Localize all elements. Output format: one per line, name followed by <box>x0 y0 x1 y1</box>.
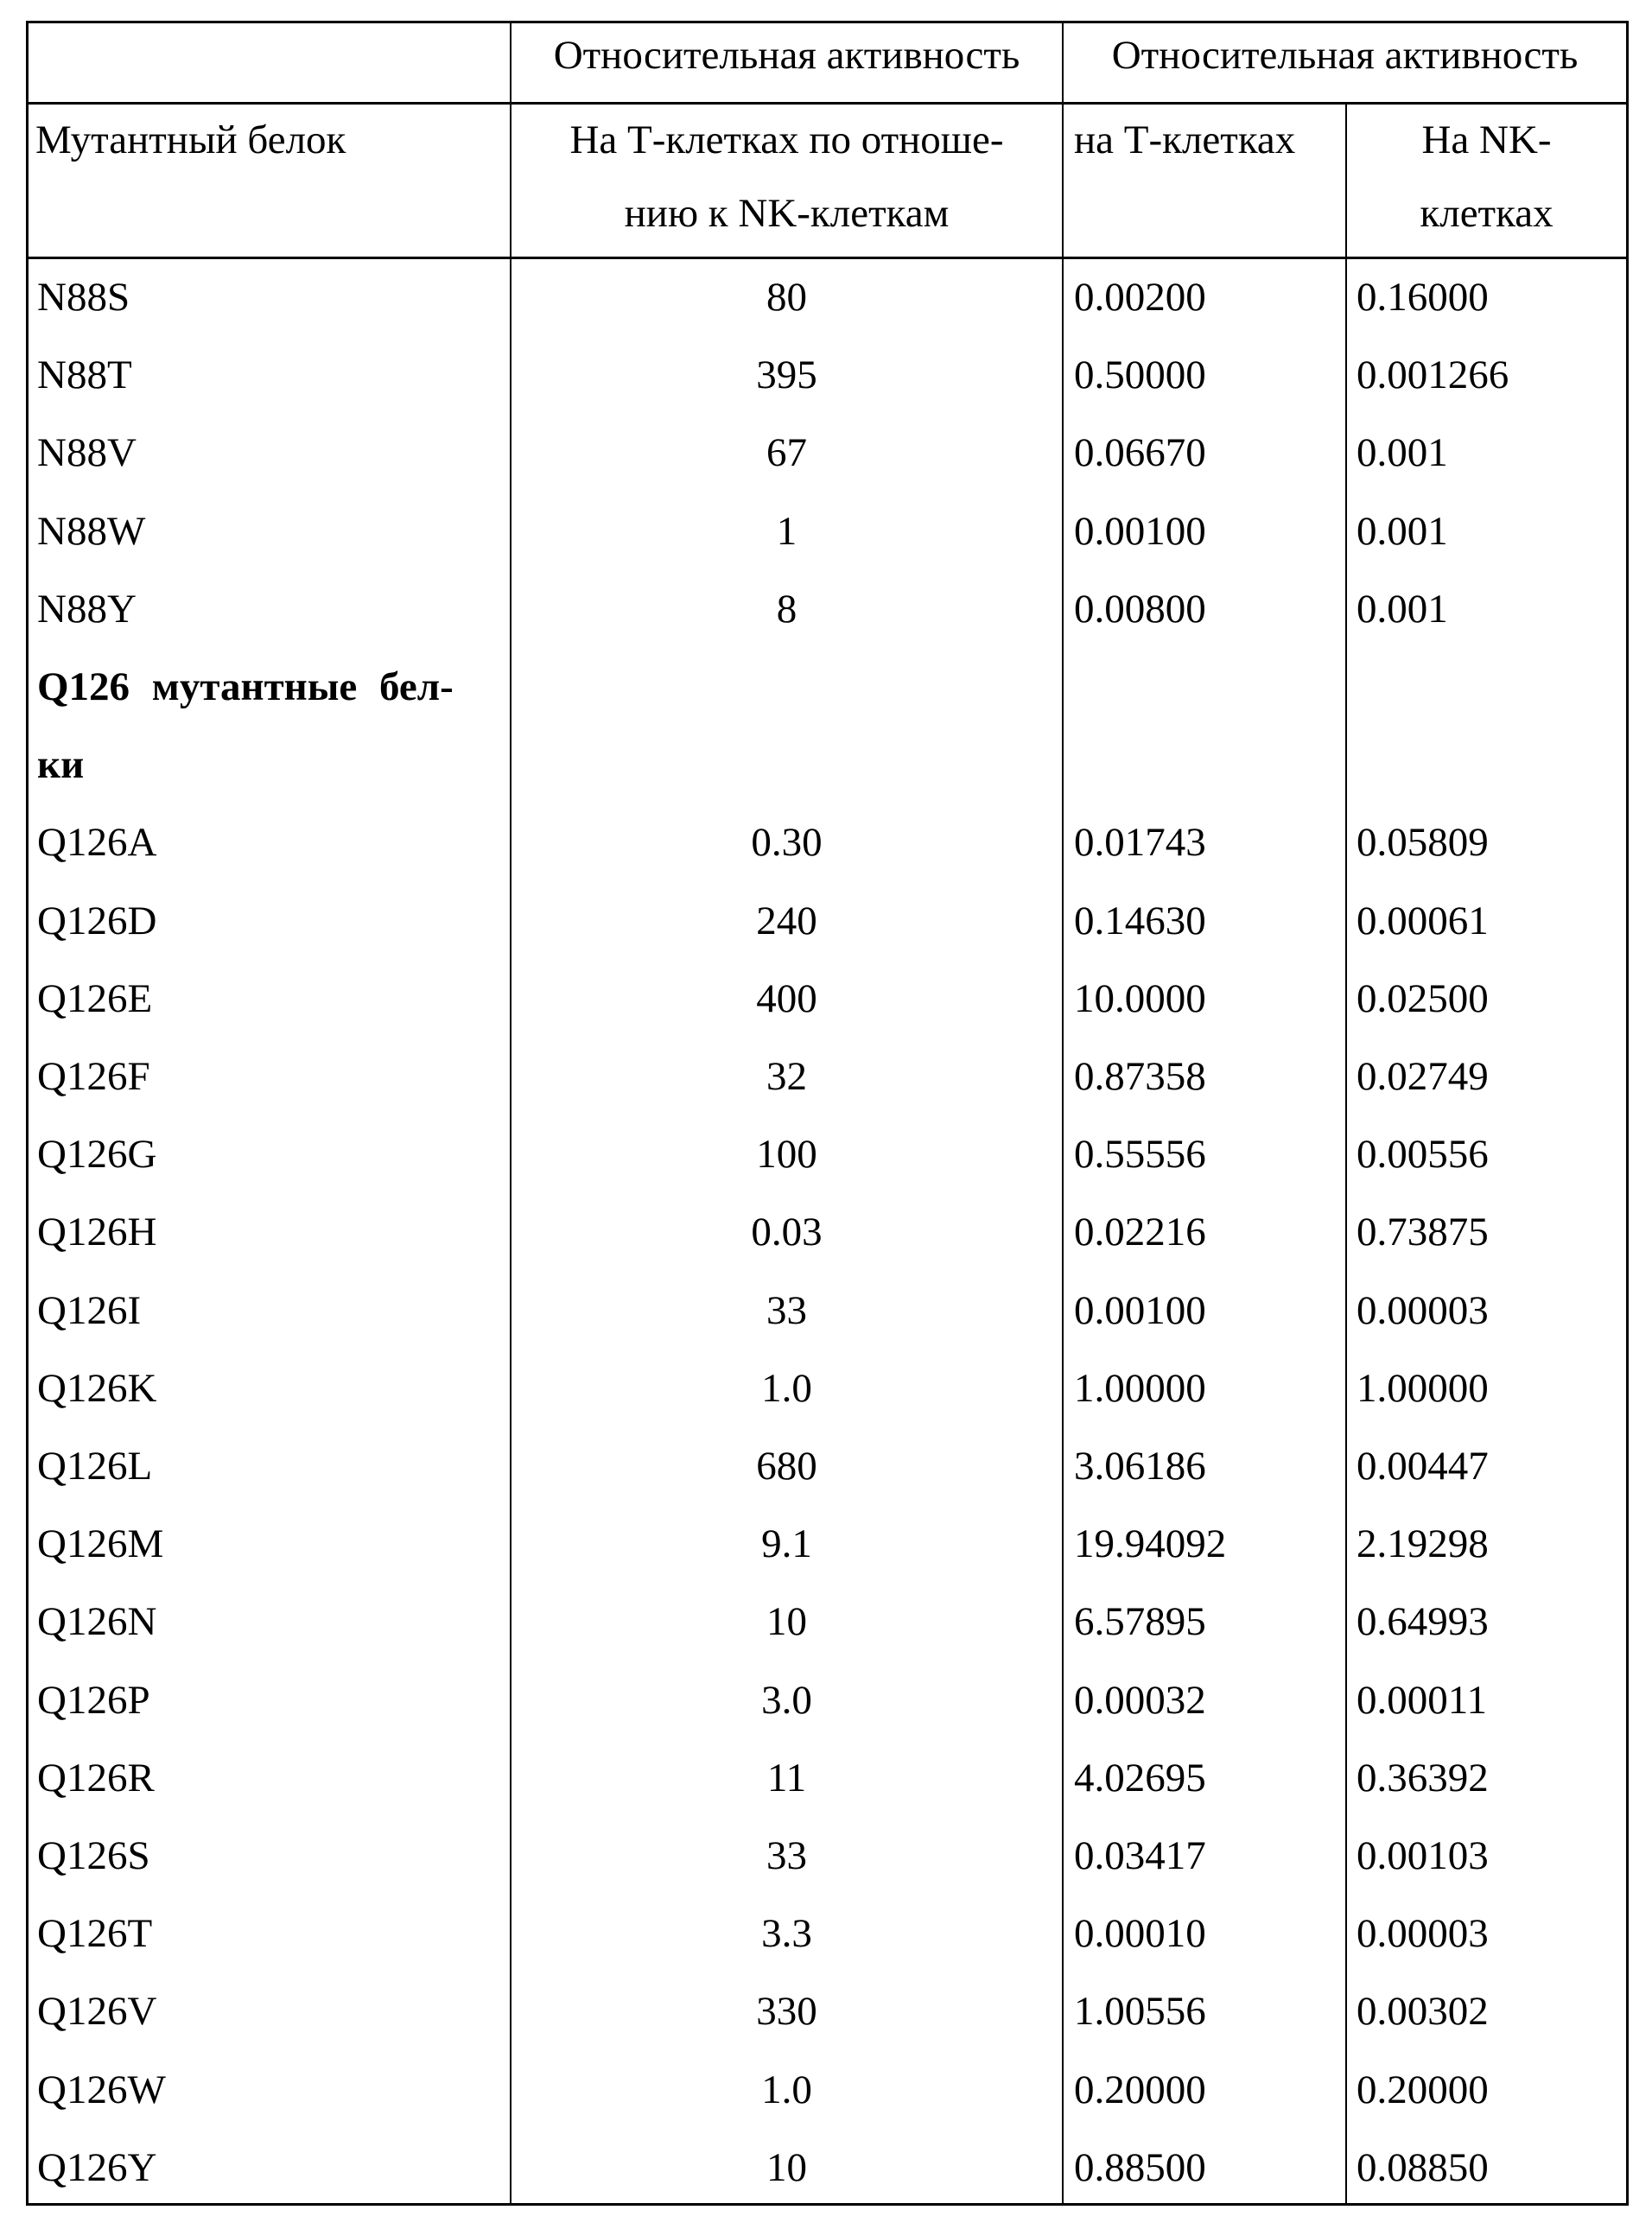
mutant-name: Q126P <box>37 1661 150 1739</box>
t-cell-activity: 0.50000 <box>1074 336 1206 414</box>
t-cell-activity: 0.00800 <box>1074 570 1206 648</box>
nk-cell-activity: 0.36392 <box>1357 1739 1489 1817</box>
mutant-name: Q126G <box>37 1115 156 1193</box>
t-cell-activity: 3.06186 <box>1074 1427 1206 1505</box>
mutant-name: N88Y <box>37 570 137 648</box>
nk-cell-activity: 0.001266 <box>1357 336 1509 414</box>
nk-cell-activity: 0.00302 <box>1357 1972 1489 2050</box>
header-ratio-line2: нию к NK-клеткам <box>511 175 1062 252</box>
nk-cell-activity: 0.00003 <box>1357 1895 1489 1972</box>
ratio-value: 8 <box>511 570 1062 648</box>
t-cell-activity: 0.00032 <box>1074 1661 1206 1739</box>
ratio-value: 10 <box>511 2129 1062 2207</box>
nk-cell-activity: 2.19298 <box>1357 1505 1489 1583</box>
t-cell-activity: 10.0000 <box>1074 960 1206 1038</box>
nk-cell-activity: 0.64993 <box>1357 1583 1489 1661</box>
header-mutant-protein: Мутантный белок <box>35 101 346 179</box>
t-cell-activity: 4.02695 <box>1074 1739 1206 1817</box>
ratio-value: 100 <box>511 1115 1062 1193</box>
mutant-name: Q126E <box>37 960 152 1038</box>
mutant-name: Q126I <box>37 1272 141 1349</box>
mutant-name: Q126W <box>37 2051 166 2129</box>
nk-cell-activity: 0.73875 <box>1357 1193 1489 1271</box>
mutant-name: Q126T <box>37 1895 152 1972</box>
t-cell-activity: 0.02216 <box>1074 1193 1206 1271</box>
ratio-value: 33 <box>511 1272 1062 1349</box>
mutant-name: Q126Y <box>37 2129 156 2207</box>
ratio-value: 400 <box>511 960 1062 1038</box>
ratio-value: 395 <box>511 336 1062 414</box>
ratio-value: 1.0 <box>511 1349 1062 1427</box>
nk-cell-activity: 0.001 <box>1357 414 1448 492</box>
nk-cell-activity: 0.00103 <box>1357 1817 1489 1895</box>
mutant-name: N88W <box>37 492 145 570</box>
mutant-name: N88V <box>37 414 137 492</box>
mutant-activity-table <box>26 21 1629 2206</box>
nk-cell-activity: 0.02749 <box>1357 1038 1489 1115</box>
ratio-value: 3.0 <box>511 1661 1062 1739</box>
t-cell-activity: 0.55556 <box>1074 1115 1206 1193</box>
nk-cell-activity: 0.16000 <box>1357 258 1489 336</box>
nk-cell-activity: 0.00447 <box>1357 1427 1489 1505</box>
ratio-value: 9.1 <box>511 1505 1062 1583</box>
mutant-name: Q126K <box>37 1349 156 1427</box>
nk-cell-activity: 0.00011 <box>1357 1661 1487 1739</box>
header-t-cells: на Т-клетках <box>1074 101 1295 179</box>
header-nk-line1: На NK- <box>1347 101 1626 179</box>
t-cell-activity: 0.00200 <box>1074 258 1206 336</box>
t-cell-activity: 0.00010 <box>1074 1895 1206 1972</box>
t-cell-activity: 0.14630 <box>1074 882 1206 960</box>
nk-cell-activity: 0.20000 <box>1357 2051 1489 2129</box>
nk-cell-activity: 0.00556 <box>1357 1115 1489 1193</box>
mutant-name: Q126R <box>37 1739 155 1817</box>
t-cell-activity: 0.20000 <box>1074 2051 1206 2129</box>
t-cell-activity: 0.88500 <box>1074 2129 1206 2207</box>
nk-cell-activity: 0.00003 <box>1357 1272 1489 1349</box>
mutant-name: Q126H <box>37 1193 156 1271</box>
header-group-activity: Относительная активность <box>1064 16 1626 94</box>
mutant-name: N88T <box>37 336 132 414</box>
t-cell-activity: 1.00556 <box>1074 1972 1206 2050</box>
t-cell-activity: 19.94092 <box>1074 1505 1226 1583</box>
t-cell-activity: 0.06670 <box>1074 414 1206 492</box>
mutant-name: Q126A <box>37 803 156 881</box>
mutant-name: N88S <box>37 258 130 336</box>
t-cell-activity: 6.57895 <box>1074 1583 1206 1661</box>
mutant-name: Q126F <box>37 1038 150 1115</box>
t-cell-activity: 0.03417 <box>1074 1817 1206 1895</box>
t-cell-activity: 0.00100 <box>1074 1272 1206 1349</box>
ratio-value: 32 <box>511 1038 1062 1115</box>
ratio-value: 10 <box>511 1583 1062 1661</box>
ratio-value: 0.03 <box>511 1193 1062 1271</box>
ratio-value: 240 <box>511 882 1062 960</box>
ratio-value: 680 <box>511 1427 1062 1505</box>
ratio-value: 67 <box>511 414 1062 492</box>
ratio-value: 80 <box>511 258 1062 336</box>
section-heading-q126: Q126 мутантные бел- <box>37 648 454 726</box>
ratio-value: 1 <box>511 492 1062 570</box>
ratio-value: 33 <box>511 1817 1062 1895</box>
nk-cell-activity: 0.001 <box>1357 570 1448 648</box>
header-nk-line2: клетках <box>1347 175 1626 252</box>
t-cell-activity: 0.87358 <box>1074 1038 1206 1115</box>
ratio-value: 0.30 <box>511 803 1062 881</box>
mutant-name: Q126M <box>37 1505 163 1583</box>
mutant-name: Q126L <box>37 1427 152 1505</box>
column-divider-2 <box>1062 23 1064 2203</box>
t-cell-activity: 1.00000 <box>1074 1349 1206 1427</box>
header-ratio-line1: На Т-клетках по отноше- <box>511 101 1062 179</box>
header-group-ratio: Относительная активность <box>511 16 1062 94</box>
ratio-value: 3.3 <box>511 1895 1062 1972</box>
section-heading-q126-cont: ки <box>37 726 84 803</box>
nk-cell-activity: 0.02500 <box>1357 960 1489 1038</box>
nk-cell-activity: 0.001 <box>1357 492 1448 570</box>
ratio-value: 330 <box>511 1972 1062 2050</box>
ratio-value: 11 <box>511 1739 1062 1817</box>
column-divider-3 <box>1345 102 1347 2203</box>
mutant-name: Q126V <box>37 1972 156 2050</box>
mutant-name: Q126D <box>37 882 156 960</box>
t-cell-activity: 0.00100 <box>1074 492 1206 570</box>
t-cell-activity: 0.01743 <box>1074 803 1206 881</box>
nk-cell-activity: 1.00000 <box>1357 1349 1489 1427</box>
nk-cell-activity: 0.08850 <box>1357 2129 1489 2207</box>
nk-cell-activity: 0.00061 <box>1357 882 1489 960</box>
mutant-name: Q126N <box>37 1583 156 1661</box>
mutant-name: Q126S <box>37 1817 150 1895</box>
ratio-value: 1.0 <box>511 2051 1062 2129</box>
nk-cell-activity: 0.05809 <box>1357 803 1489 881</box>
